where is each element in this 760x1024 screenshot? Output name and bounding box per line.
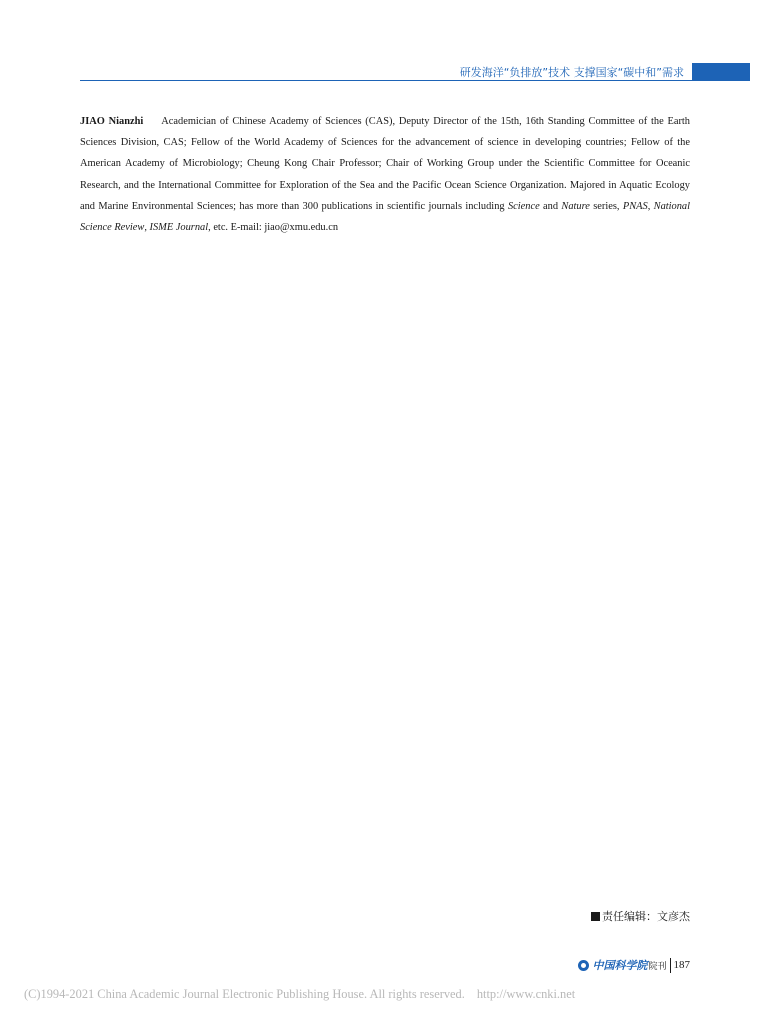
header-color-block bbox=[692, 63, 750, 81]
header-rule bbox=[80, 80, 692, 81]
bio-comma-1: , bbox=[647, 200, 654, 212]
bio-series: series, bbox=[589, 200, 623, 212]
bio-and: and bbox=[539, 200, 562, 212]
journal-name: 院刊 bbox=[648, 961, 667, 972]
journal-science: Science bbox=[507, 200, 540, 212]
responsible-editor bbox=[591, 908, 690, 924]
copyright-watermark bbox=[24, 987, 575, 1002]
running-header-title: 研发海洋“负排放”技术 支撑国家“碳中和”需求 bbox=[459, 66, 684, 79]
page-number: 187 bbox=[673, 959, 690, 971]
bio-text: Academician of Chinese Academy of Sciences (CAS), Deputy Director of the 15th, 16th Standing Committee of the Earth Sciences Division, CAS; Fellow of the World Academy of Sciences for the advancement of science in developing countries; Fellow of the American Academy of Microbiology; Cheung Kong Chair Professor; Chair of Working Group under the Scientific Committee for Oceanic Research, and the International Committee for Exploration of the Sea and the Pacific Ocean Science Organization. Majored in Aquatic Ecology and Marine Environmental Sciences; has more than 300 publications in scientific journals including bbox=[80, 116, 690, 212]
black-square-icon bbox=[591, 912, 600, 921]
copyright-text: (C)1994-2021 China Academic Journal Electronic Publishing House. All rights reserved. bbox=[24, 987, 465, 1001]
cas-logo-icon bbox=[578, 960, 589, 971]
journal-nsr: National Science Review bbox=[80, 200, 691, 234]
bio-comma-2: , bbox=[144, 222, 150, 234]
cas-logo-text: 中国科学院 bbox=[592, 959, 648, 972]
author-bio bbox=[80, 111, 690, 238]
journal-pnas: PNAS bbox=[622, 200, 648, 212]
journal-isme: ISME Journal bbox=[149, 222, 209, 234]
editor-name: 文彦杰 bbox=[657, 910, 690, 923]
journal-nature: Nature bbox=[561, 200, 590, 212]
author-name: JIAO Nianzhi bbox=[80, 116, 144, 127]
footer-brand bbox=[578, 957, 690, 973]
bio-tail: , etc. E-mail: jiao@xmu.edu.cn bbox=[208, 222, 339, 234]
editor-label: 责任编辑： bbox=[602, 910, 657, 923]
page-number-divider bbox=[670, 958, 671, 973]
cnki-url: http://www.cnki.net bbox=[476, 987, 576, 1001]
